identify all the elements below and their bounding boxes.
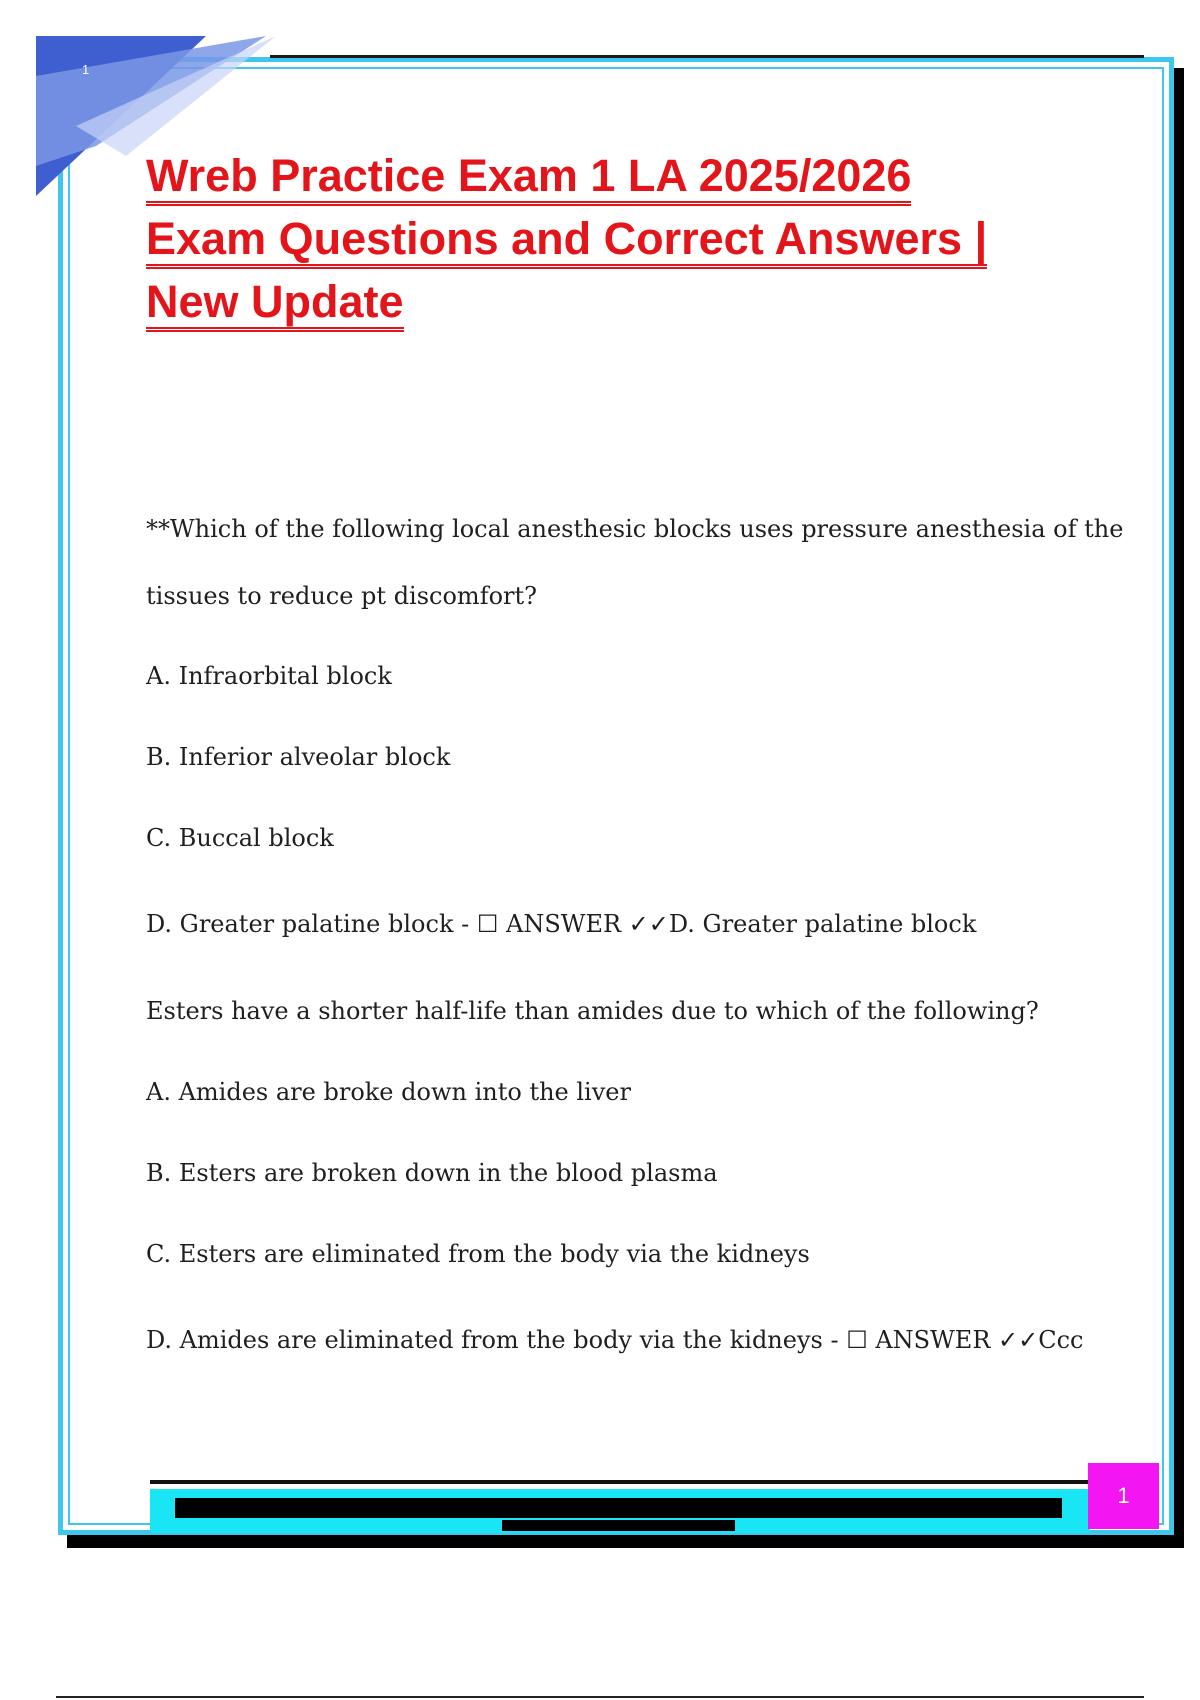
footer-bar (175, 1498, 1062, 1518)
question-1-option-b: B. Inferior alveolar block (146, 743, 451, 771)
question-2-text: Esters have a shorter half-life than amides due to which of the following? (146, 997, 1039, 1025)
question-2-option-c: C. Esters are eliminated from the body via the kidneys (146, 1240, 810, 1268)
question-1-option-a: A. Infraorbital block (146, 662, 392, 690)
document-title (146, 144, 1106, 333)
bottom-rule (56, 1696, 1144, 1698)
corner-page-number: 1 (82, 62, 90, 77)
question-2-option-b: B. Esters are broken down in the blood plasma (146, 1159, 718, 1187)
question-1-option-d-answer: D. Greater palatine block - ☐ ANSWER ✓✓D. Greater palatine block (146, 910, 977, 938)
title-line-3: New Update (146, 270, 1106, 333)
top-rule (270, 55, 1144, 58)
question-1-text-line-1: **Which of the following local anesthesic blocks uses pressure anesthesia of the (146, 515, 1124, 543)
question-2-option-a: A. Amides are broke down into the liver (146, 1078, 631, 1106)
question-1-option-c: C. Buccal block (146, 824, 334, 852)
title-line-2: Exam Questions and Correct Answers | (146, 207, 1106, 270)
page-number-badge: 1 (1088, 1463, 1159, 1529)
footer-bar-small (502, 1520, 735, 1531)
title-line-1: Wreb Practice Exam 1 LA 2025/2026 (146, 144, 1106, 207)
question-2-option-d-answer: D. Amides are eliminated from the body via the kidneys - ☐ ANSWER ✓✓Ccc (146, 1326, 1084, 1354)
footer-rule (150, 1480, 1090, 1484)
question-1-text-line-2: tissues to reduce pt discomfort? (146, 582, 538, 610)
